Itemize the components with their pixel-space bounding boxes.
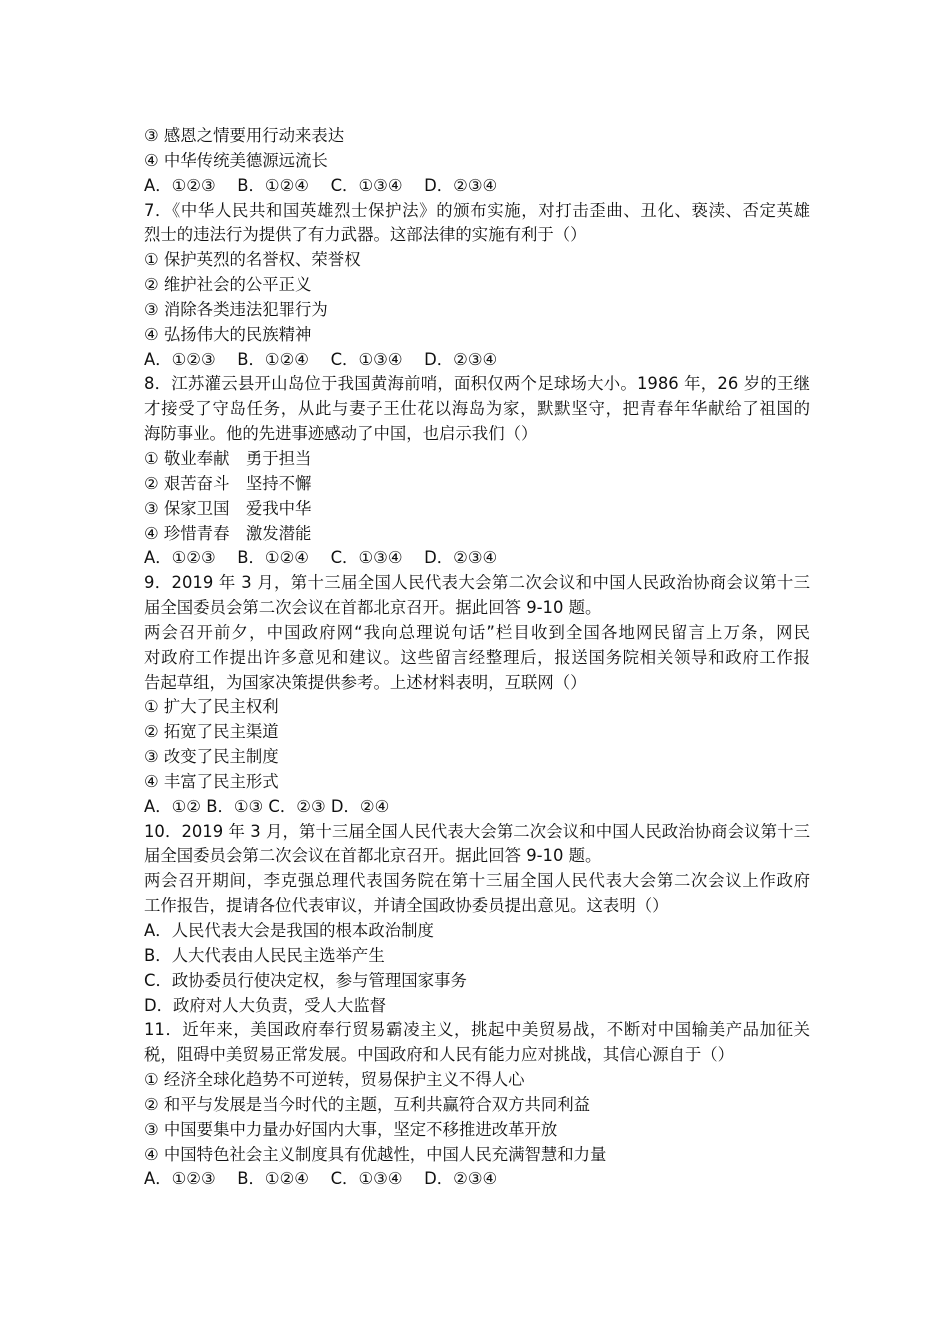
answer-choices: A．①②③ B．①②④ C．①③④ D．②③④ xyxy=(144,175,498,195)
answer-choices: A．①②③ B．①②④ C．①③④ D．②③④ xyxy=(144,1169,498,1189)
option-line: B．人大代表由人民民主选举产生 xyxy=(144,945,385,965)
option-line: ③ 保家卫国 爱我中华 xyxy=(144,498,312,518)
option-line: ③ 改变了民主制度 xyxy=(144,747,279,767)
answer-choices: A．①② B．①③ C．②③ D．②④ xyxy=(144,796,390,816)
question-10-material: 两会召开期间，李克强总理代表国务院在第十三届全国人民代表大会第二次会议上作政府 xyxy=(144,871,810,891)
option-line: ③ 感恩之情要用行动来表达 xyxy=(144,126,345,145)
option-line: ② 拓宽了民主渠道 xyxy=(144,722,279,742)
option-line: D．政府对人大负责，受人大监督 xyxy=(144,995,387,1015)
option-line: ③ 消除各类违法犯罪行为 xyxy=(144,299,328,319)
option-line: ① 保护英烈的名誉权、荣誉权 xyxy=(144,250,361,270)
option-line: ④ 弘扬伟大的民族精神 xyxy=(144,324,312,344)
question-9-material: 两会召开前夕，中国政府网“我向总理说句话”栏目收到全国各地网民留言上万条，网民 xyxy=(144,622,810,642)
question-8-stem: 才接受了守岛任务，从此与妻子王仕花以海岛为家，默默坚守，把青春年华献给了祖国的 xyxy=(144,399,810,419)
option-line: ④ 中国特色社会主义制度具有优越性，中国人民充满智慧和力量 xyxy=(144,1144,607,1164)
option-line: A．人民代表大会是我国的根本政治制度 xyxy=(144,921,434,940)
question-11-stem: 税，阻碍中美贸易正常发展。中国政府和人民有能力应对挑战，其信心源自于（） xyxy=(144,1045,735,1065)
answer-choices: A．①②③ B．①②④ C．①③④ D．②③④ xyxy=(144,548,498,568)
question-10-stem: 届全国委员会第二次会议在首都北京召开。据此回答 9-10 题。 xyxy=(144,846,602,866)
document-body xyxy=(144,124,810,1192)
question-9-material: 对政府工作提出许多意见和建议。这些留言经整理后，报送国务院相关领导和政府工作报 xyxy=(144,647,810,667)
question-11-stem: 11．近年来，美国政府奉行贸易霸凌主义，挑起中美贸易战，不断对中国输美产品加征关 xyxy=(144,1020,810,1040)
question-10-material: 工作报告，提请各位代表审议，并请全国政协委员提出意见。这表明（） xyxy=(144,896,669,916)
option-line: ② 维护社会的公平正义 xyxy=(144,275,312,295)
option-line: ④ 丰富了民主形式 xyxy=(144,771,279,791)
option-line: ④ 中华传统美德源远流长 xyxy=(144,150,328,170)
option-line: ① 经济全球化趋势不可逆转，贸易保护主义不得人心 xyxy=(144,1070,525,1090)
question-9-stem: 届全国委员会第二次会议在首都北京召开。据此回答 9-10 题。 xyxy=(144,598,602,618)
question-8-stem: 8．江苏灌云县开山岛位于我国黄海前哨，面积仅两个足球场大小。1986 年，26 岁的王继 xyxy=(144,374,810,394)
answer-choices: A．①②③ B．①②④ C．①③④ D．②③④ xyxy=(144,349,498,369)
question-9-material: 告起草组，为国家决策提供参考。上述材料表明，互联网（） xyxy=(144,672,587,692)
question-10-stem: 10．2019 年 3 月，第十三届全国人民代表大会第二次会议和中国人民政治协商会议第十三 xyxy=(144,821,810,841)
option-line: ① 扩大了民主权利 xyxy=(144,697,279,717)
option-line: ③ 中国要集中力量办好国内大事，坚定不移推进改革开放 xyxy=(144,1119,558,1139)
option-line: ② 和平与发展是当今时代的主题，互利共赢符合双方共同利益 xyxy=(144,1094,591,1114)
question-9-stem: 9．2019 年 3 月，第十三届全国人民代表大会第二次会议和中国人民政治协商会议第十三 xyxy=(144,573,810,593)
question-8-stem: 海防事业。他的先进事迹感动了中国，也启示我们（） xyxy=(144,424,538,444)
option-line: ④ 珍惜青春 激发潜能 xyxy=(144,523,312,543)
option-line: ① 敬业奉献 勇于担当 xyxy=(144,448,312,468)
option-line: ② 艰苦奋斗 坚持不懈 xyxy=(144,473,312,493)
question-7-stem: 烈士的违法行为提供了有力武器。这部法律的实施有利于（） xyxy=(144,225,587,245)
option-line: C．政协委员行使决定权，参与管理国家事务 xyxy=(144,970,467,990)
question-7-stem: 7．《中华人民共和国英雄烈士保护法》的颁布实施，对打击歪曲、丑化、亵渎、否定英雄 xyxy=(144,200,810,220)
